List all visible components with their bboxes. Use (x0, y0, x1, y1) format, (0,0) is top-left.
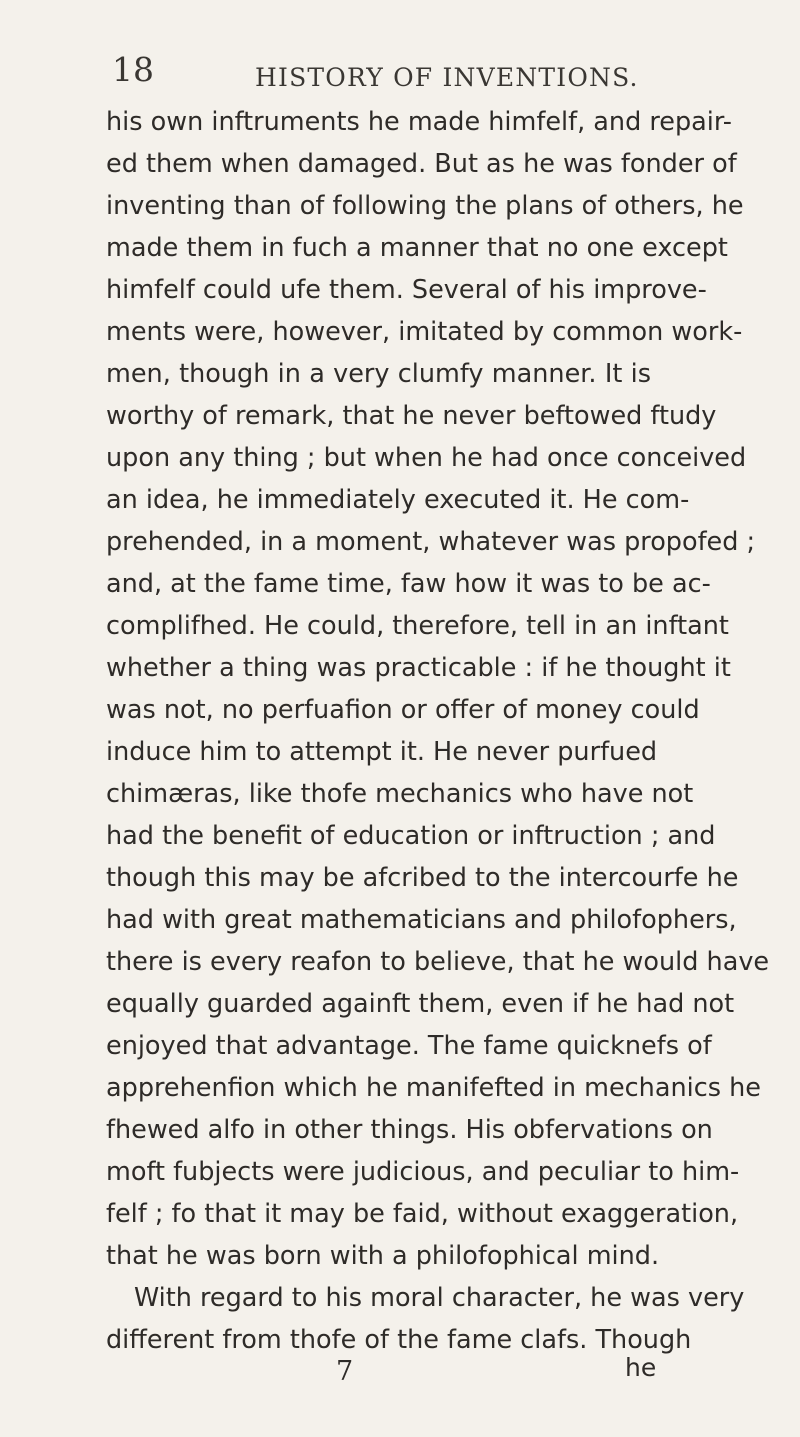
catchword: he (625, 1353, 657, 1382)
text-line: made them in fuch a manner that no one except (106, 233, 728, 263)
text-line: induce him to attempt it. He never purfued (106, 737, 658, 767)
text-line: an idea, he immediately executed it. He com- (106, 485, 690, 515)
text-line: worthy of remark, that he never beftowed ftudy (106, 401, 717, 431)
text-line: felf ; fo that it may be faid, without exaggeration, (106, 1199, 739, 1229)
text-line: complifhed. He could, therefore, tell in an inftant (106, 611, 729, 641)
text-line: chimæras, like thofe mechanics who have not (106, 779, 694, 809)
text-line-paragraph-start: With regard to his moral character, he was very (134, 1283, 745, 1313)
text-line: apprehenfion which he manifefted in mechanics he (106, 1073, 761, 1103)
body-text (106, 101, 770, 1361)
text-line: enjoyed that advantage. The fame quicknefs of (106, 1031, 712, 1061)
text-line: and, at the fame time, faw how it was to be ac- (106, 569, 711, 599)
text-line: himfelf could ufe them. Several of his improve- (106, 275, 707, 305)
text-line: was not, no perfuafion or offer of money could (106, 695, 700, 725)
text-line: had the benefit of education or inftruction ; and (106, 821, 716, 851)
text-line: whether a thing was practicable : if he thought it (106, 653, 731, 683)
page-number: 18 (112, 50, 154, 89)
text-line: inventing than of following the plans of others, he (106, 191, 744, 221)
running-head: HISTORY OF INVENTIONS. (255, 63, 639, 92)
text-line: prehended, in a moment, whatever was propofed ; (106, 527, 756, 557)
text-line: ed them when damaged. But as he was fonder of (106, 149, 737, 179)
text-line: men, though in a very clumfy manner. It is (106, 359, 651, 389)
text-line: had with great mathematicians and philofophers, (106, 905, 737, 935)
text-line: ments were, however, imitated by common work- (106, 317, 743, 347)
text-line: his own inftruments he made himfelf, and repair- (106, 107, 732, 137)
text-line: moft fubjects were judicious, and peculiar to him- (106, 1157, 740, 1187)
text-line: there is every reafon to believe, that he would have (106, 947, 770, 977)
text-line: though this may be afcribed to the intercourfe he (106, 863, 739, 893)
signature-mark: 7 (336, 1356, 354, 1387)
text-line: that he was born with a philofophical mind. (106, 1241, 660, 1271)
text-line: upon any thing ; but when he had once conceived (106, 443, 747, 473)
text-line: different from thofe of the fame clafs. Though (106, 1325, 692, 1355)
text-line: fhewed alfo in other things. His obfervations on (106, 1115, 713, 1145)
text-line: equally guarded againft them, even if he had not (106, 989, 735, 1019)
